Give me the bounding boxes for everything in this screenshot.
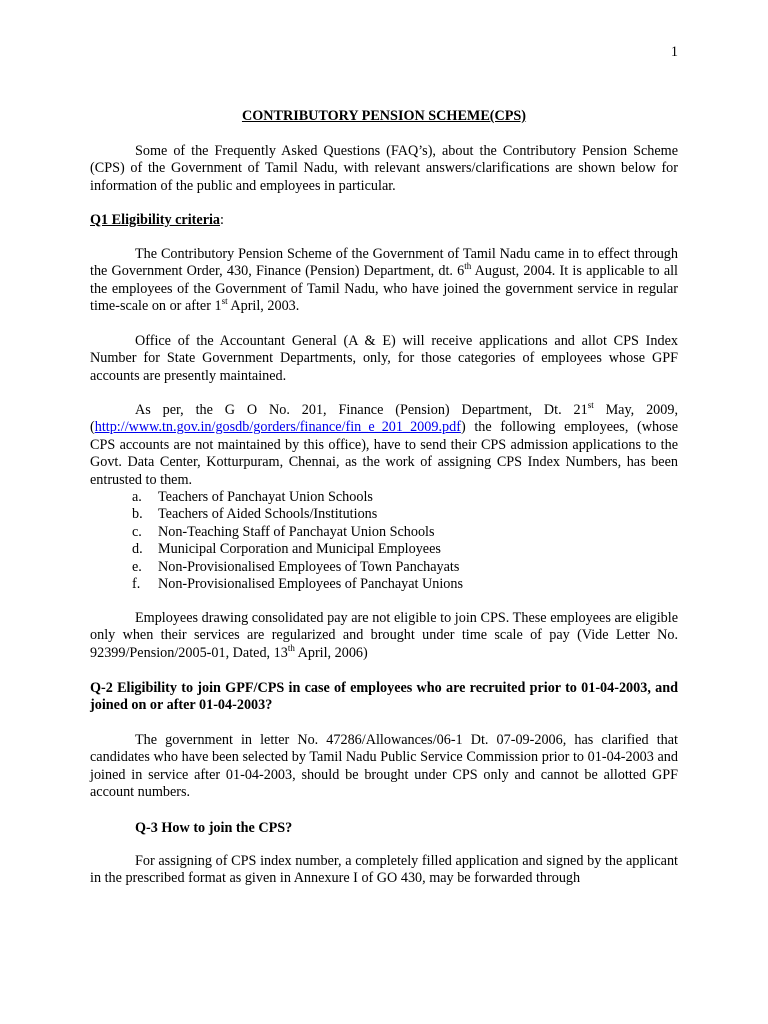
q1-paragraph-3 (90, 402, 678, 489)
employee-category-list (90, 489, 463, 593)
q1-p4-sup: th (287, 642, 295, 653)
q3-heading: Q-3 How to join the CPS? (135, 820, 293, 836)
q1-p3-text-a: As per, the G O No. 201, Finance (Pension) Department, Dt. 21 (135, 402, 588, 418)
q1-p4-text-a: Employees drawing consolidated pay are not eligible to join CPS. These employees are eligible only when their services are regularized and brought under time scale of pay (Vide Letter No. 92399/Pension/2005-01, Dated, 13 (90, 610, 678, 661)
q1-paragraph-2: Office of the Accountant General (A & E) will receive applications and allot CPS Index Number for State Government Departments, only, for those categories of employees whose GPF accounts are presently maintained. (90, 333, 678, 384)
page-title: CONTRIBUTORY PENSION SCHEME(CPS) (241, 108, 527, 124)
q1-heading-text: Q1 Eligibility criteria (90, 212, 221, 228)
q3-paragraph-1: For assigning of CPS index number, a completely filled application and signed by the applicant in the prescribed format as given in Annexure I of GO 430, may be forwarded through (90, 853, 678, 887)
document-page (90, 0, 678, 1024)
list-item: d. Municipal Corporation and Municipal Employees (132, 541, 441, 558)
q1-p1-text-b: August, 2004. It is applicable to all the employees of the Government of Tamil Nadu, who have joined the government service in regular time-scale on or after 1 (90, 263, 678, 315)
go-201-link[interactable]: http://www.tn.gov.in/gosdb/gorders/finance/fin_e_201_2009.pdf (94, 419, 461, 436)
q1-p1-sup-1: th (464, 261, 472, 272)
list-item: a. Teachers of Panchayat Union Schools (132, 489, 373, 505)
q1-p3-text-b: May, 2009, ( (90, 402, 678, 436)
q1-p3-sup: st (587, 400, 594, 410)
q1-p3-text-c: ) the following employees, (whose CPS accounts are not maintained by this office), have to send their CPS admission applications to the Govt. Data Center, Kotturpuram, Chennai, as the work of assigning CPS Index Numbers, has been entrusted to them. (90, 419, 678, 488)
q2-heading: Q-2 Eligibility to join GPF/CPS in case of employees who are recruited prior to 01-04-2003, and joined on or after 01-04-2003? (90, 680, 678, 714)
list-item: b. Teachers of Aided Schools/Institutions (132, 506, 378, 523)
q1-heading-colon: : (220, 212, 224, 228)
list-item: e. Non-Provisionalised Employees of Town Panchayats (132, 558, 460, 575)
q1-p4-text-b: April, 2006) (294, 644, 368, 661)
intro-paragraph: Some of the Frequently Asked Questions (FAQ’s), about the Contributory Pension Scheme (CPS) of the Government of Tamil Nadu, with relevant answers/clarifications are shown below for information of the public and employees in particular. (90, 143, 678, 194)
list-item: c. Non-Teaching Staff of Panchayat Union Schools (132, 523, 435, 540)
page-number: 1 (670, 44, 678, 60)
q1-p1-text-a: The Contributory Pension Scheme of the Government of Tamil Nadu came in to effect through the Government Order, 430, Finance (Pension) Department, dt. 6 (90, 246, 678, 280)
list-item: f. Non-Provisionalised Employees of Panchayat Unions (132, 576, 463, 593)
q1-p1-text-c: April, 2003. (227, 298, 300, 315)
q1-paragraph-4 (90, 610, 678, 662)
q1-heading (90, 212, 224, 229)
q2-paragraph-1: The government in letter No. 47286/Allowances/06-1 Dt. 07-09-2006, has clarified that candidates who have been selected by Tamil Nadu Public Service Commission prior to 01-04-2003 and joined in service after 01-04-2003, should be brought under CPS only and cannot be allotted GPF account numbers. (90, 732, 678, 801)
q1-p1-sup-2: st (221, 296, 228, 307)
q1-paragraph-1 (90, 246, 678, 316)
